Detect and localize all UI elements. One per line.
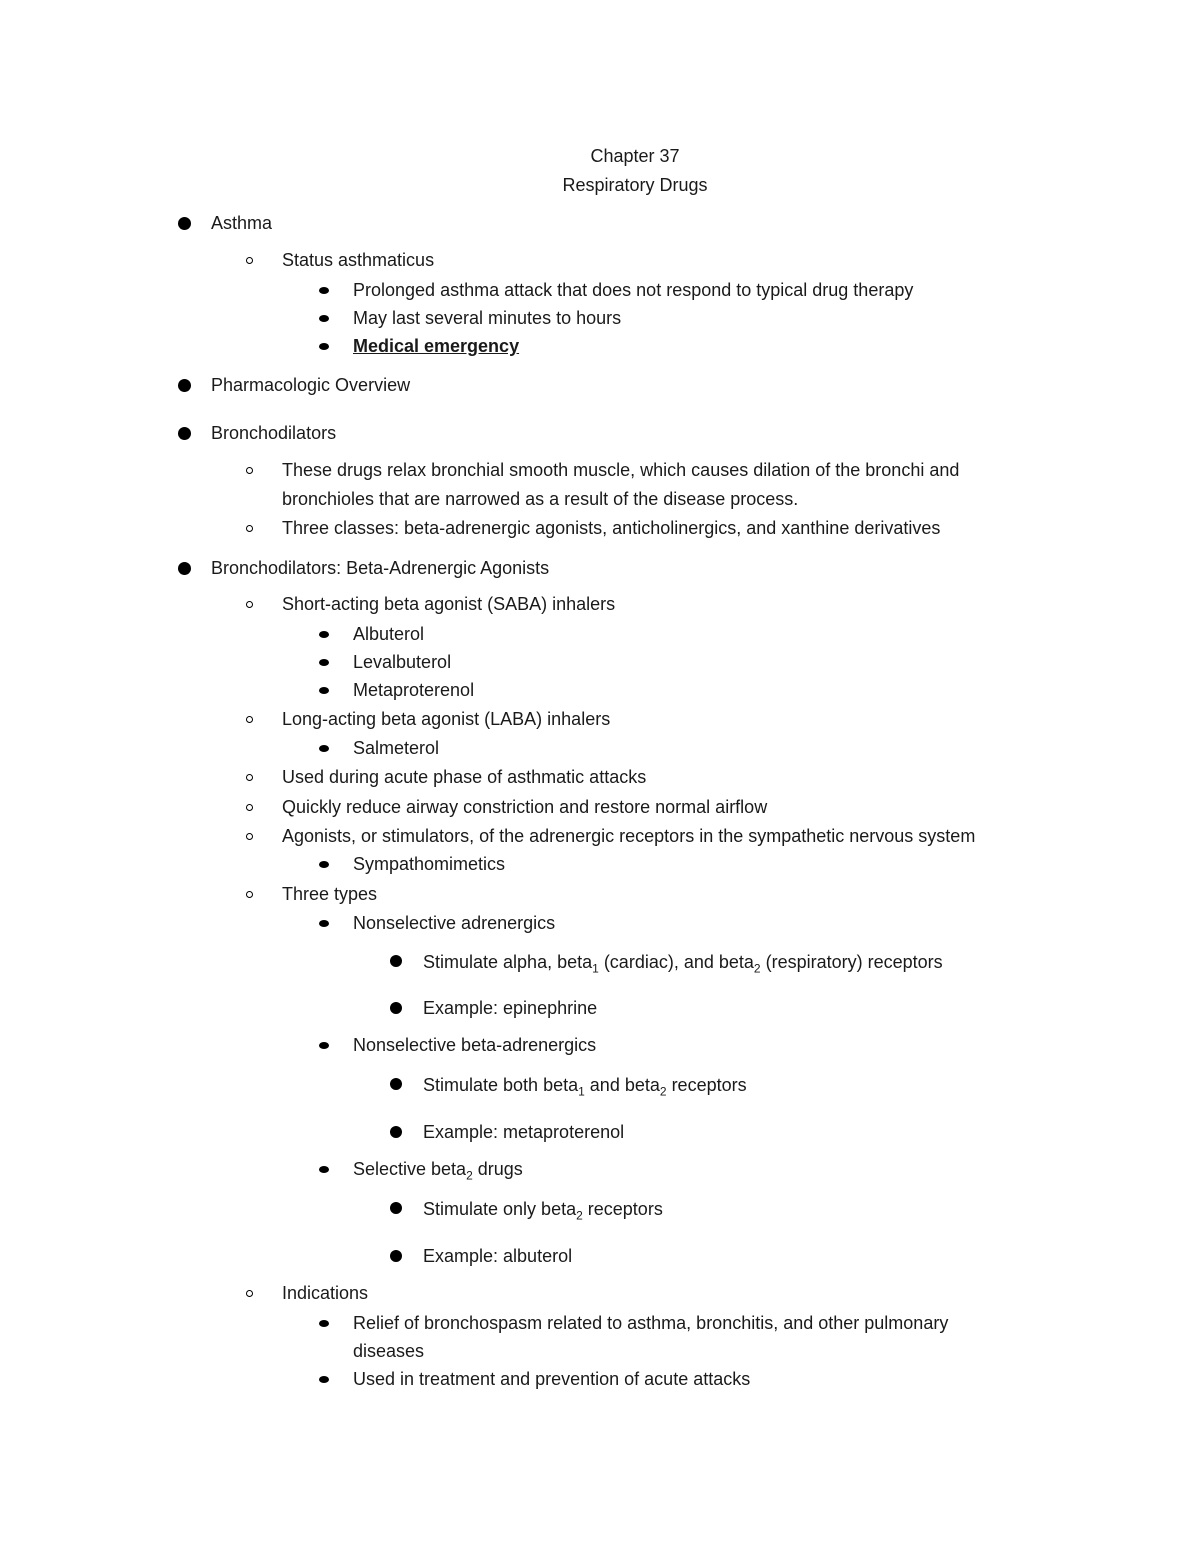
level3-bullet-icon [319, 1376, 329, 1383]
outline-item-bronchodilators: Bronchodilators [211, 423, 337, 443]
level3-bullet-icon [319, 745, 329, 752]
outline-item-example-epinephrine: Example: epinephrine [423, 998, 598, 1018]
chapter-heading: Chapter 37 [590, 146, 680, 166]
outline-item-stimulate-both: Stimulate both beta$_1$ and beta$_2$ receptors [423, 1075, 747, 1099]
level3-bullet-icon [319, 687, 329, 694]
level4-bullet-icon [390, 1078, 402, 1090]
outline-item-relax-line2: bronchioles that are narrowed as a result of the disease process. [282, 489, 799, 509]
level3-bullet-icon [319, 315, 329, 322]
outline-item-medical-emergency: Medical emergency [353, 336, 520, 356]
outline-item-relax-line1: These drugs relax bronchial smooth muscle, which causes dilation of the bronchi and [282, 460, 960, 480]
level2-bullet-icon [246, 525, 253, 532]
level4-bullet-icon [390, 955, 402, 967]
level1-bullet-icon [178, 562, 191, 575]
outline-item-acute-phase: Used during acute phase of asthmatic attacks [282, 767, 647, 787]
level3-bullet-icon [319, 287, 329, 294]
outline-item-saba: Short-acting beta agonist (SABA) inhalers [282, 594, 616, 614]
level4-bullet-icon [390, 1250, 402, 1262]
level3-bullet-icon [319, 631, 329, 638]
outline-item-salmeterol: Salmeterol [353, 738, 440, 758]
outline-item-example-metaproterenol: Example: metaproterenol [423, 1122, 625, 1142]
outline-item-levalbuterol: Levalbuterol [353, 652, 452, 672]
outline-item-beta-agonists: Bronchodilators: Beta-Adrenergic Agonists [211, 558, 550, 578]
outline-item-asthma: Asthma [211, 213, 273, 233]
level4-bullet-icon [390, 1002, 402, 1014]
level1-bullet-icon [178, 427, 191, 440]
level2-bullet-icon [246, 891, 253, 898]
level2-bullet-icon [246, 257, 253, 264]
outline-item-relief-line2: diseases [353, 1341, 425, 1361]
outline-item-nonselective-beta: Nonselective beta-adrenergics [353, 1035, 597, 1055]
outline-item-pharmacologic-overview: Pharmacologic Overview [211, 375, 411, 395]
outline-item-example-albuterol: Example: albuterol [423, 1246, 573, 1266]
level2-bullet-icon [246, 774, 253, 781]
outline-item-stimulate-alpha: Stimulate alpha, beta$_1$ (cardiac), and beta$_2$ (respiratory) receptors [423, 952, 943, 976]
outline-item-metaproterenol: Metaproterenol [353, 680, 475, 700]
outline-item-status-asthmaticus: Status asthmaticus [282, 250, 435, 270]
level3-bullet-icon [319, 659, 329, 666]
outline-item-treatment-prevention: Used in treatment and prevention of acute attacks [353, 1369, 751, 1389]
level1-bullet-icon [178, 217, 191, 230]
level3-bullet-icon [319, 861, 329, 868]
level2-bullet-icon [246, 601, 253, 608]
outline-item-quickly-reduce: Quickly reduce airway constriction and restore normal airflow [282, 797, 768, 817]
outline-item-albuterol: Albuterol [353, 624, 425, 644]
outline-item-relief-line1: Relief of bronchospasm related to asthma, bronchitis, and other pulmonary [353, 1313, 949, 1333]
level3-bullet-icon [319, 1042, 329, 1049]
outline-item-agonists-stimulators: Agonists, or stimulators, of the adrenergic receptors in the sympathetic nervous system [282, 826, 976, 846]
outline-item-may-last: May last several minutes to hours [353, 308, 622, 328]
level2-bullet-icon [246, 716, 253, 723]
outline-item-stimulate-only: Stimulate only beta$_2$ receptors [423, 1199, 663, 1223]
level4-bullet-icon [390, 1202, 402, 1214]
level3-bullet-icon [319, 343, 329, 350]
level2-bullet-icon [246, 804, 253, 811]
level2-bullet-icon [246, 467, 253, 474]
outline-item-laba: Long-acting beta agonist (LABA) inhalers [282, 709, 611, 729]
outline-item-three-types: Three types [282, 884, 378, 904]
document-title: Respiratory Drugs [562, 175, 708, 195]
level1-bullet-icon [178, 379, 191, 392]
outline-item-prolonged: Prolonged asthma attack that does not respond to typical drug therapy [353, 280, 914, 300]
level2-bullet-icon [246, 833, 253, 840]
outline-item-three-classes: Three classes: beta-adrenergic agonists, anticholinergics, and xanthine derivatives [282, 518, 941, 538]
outline-item-selective-beta: Selective beta$_2$ drugs [353, 1159, 523, 1183]
level3-bullet-icon [319, 1320, 329, 1327]
level3-bullet-icon [319, 1166, 329, 1173]
outline-item-indications: Indications [282, 1283, 369, 1303]
level3-bullet-icon [319, 920, 329, 927]
outline-item-sympathomimetics: Sympathomimetics [353, 854, 506, 874]
level4-bullet-icon [390, 1126, 402, 1138]
level2-bullet-icon [246, 1290, 253, 1297]
outline-item-nonselective-adrenergics: Nonselective adrenergics [353, 913, 556, 933]
